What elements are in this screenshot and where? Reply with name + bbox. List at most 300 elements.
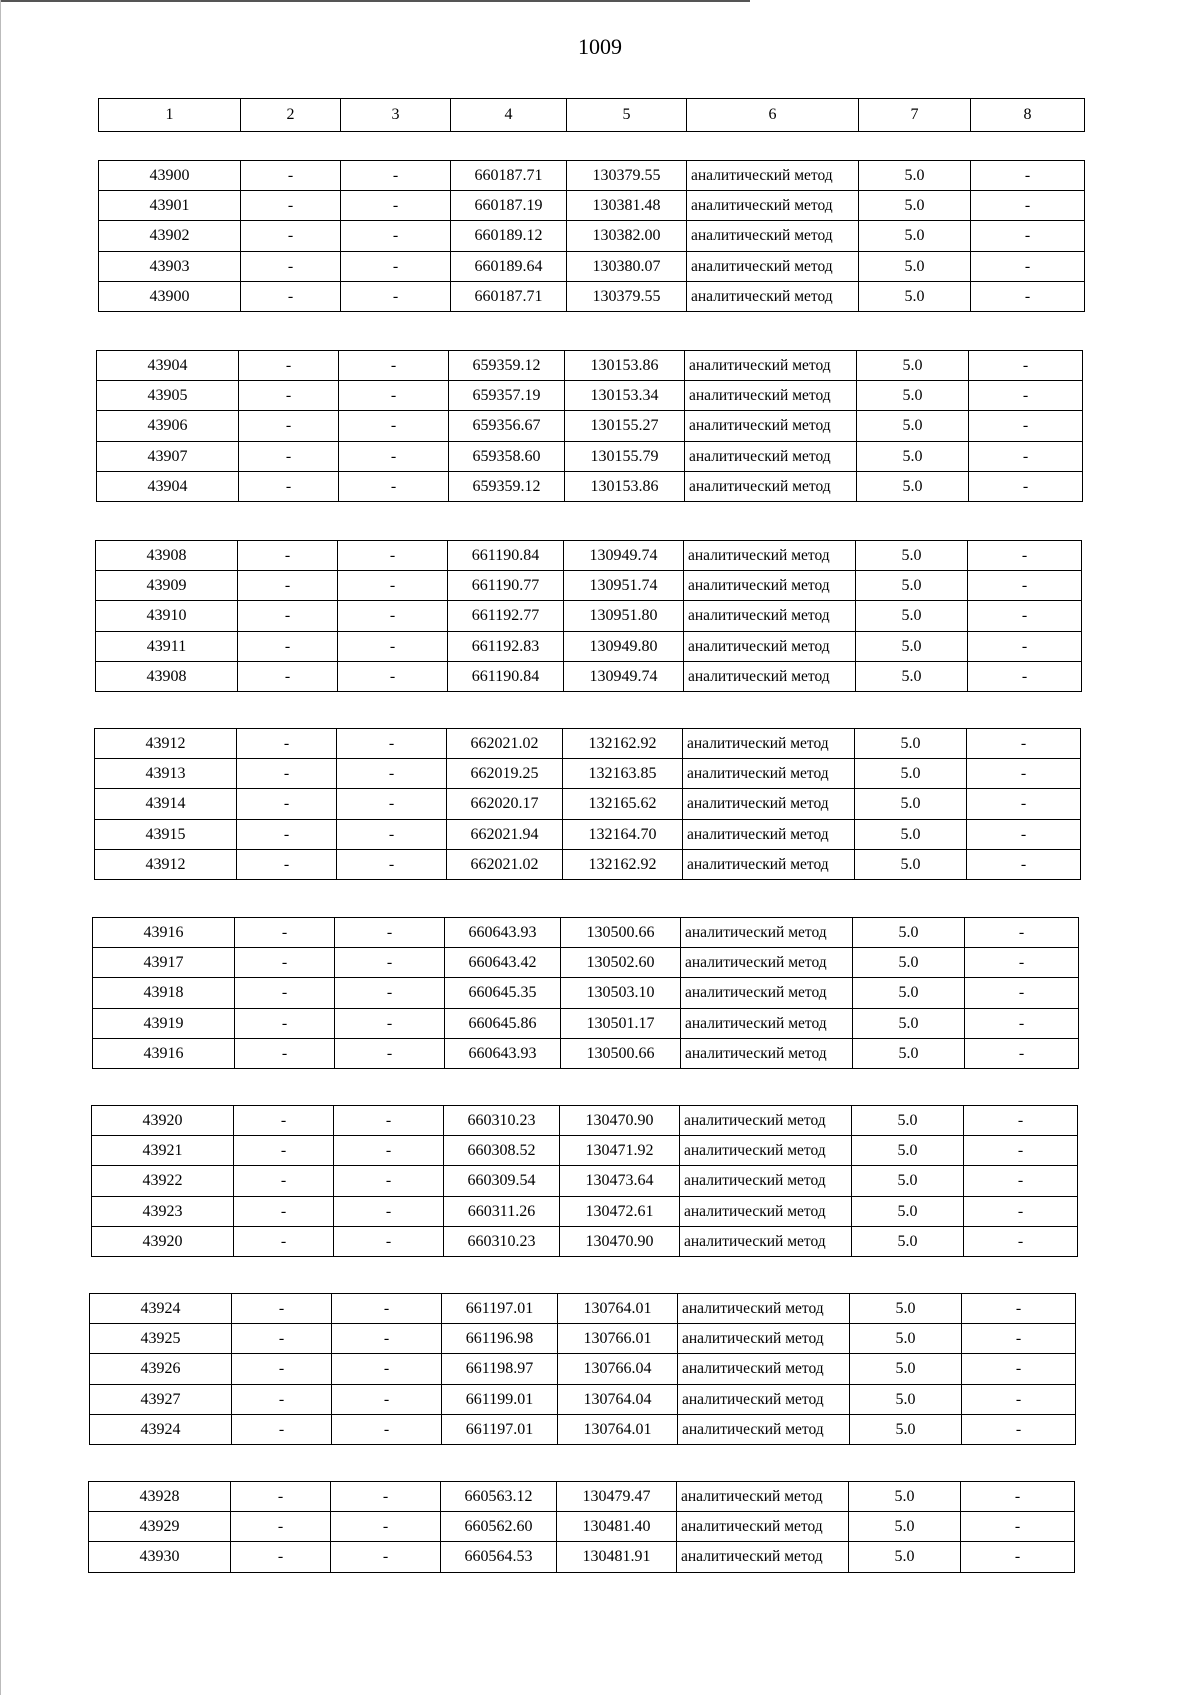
table-row — [99, 251, 1085, 281]
col-8-cell: - — [971, 281, 1085, 311]
col-3-cell: - — [335, 1038, 445, 1068]
table-row — [97, 381, 1083, 411]
method-cell: аналитический метод — [683, 729, 855, 759]
col-2-cell: - — [232, 1324, 332, 1354]
col-2-cell: - — [235, 978, 335, 1008]
col-8-cell: - — [964, 1136, 1078, 1166]
x-coordinate-cell: 661190.77 — [448, 571, 564, 601]
column-header-2: 2 — [241, 99, 341, 132]
table-row — [96, 631, 1082, 661]
method-cell: аналитический метод — [683, 789, 855, 819]
x-coordinate-cell: 660563.12 — [441, 1482, 557, 1512]
method-cell: аналитический метод — [681, 1038, 853, 1068]
col-3-cell: - — [341, 281, 451, 311]
point-number-cell: 43910 — [96, 601, 238, 631]
col-3-cell: - — [334, 1136, 444, 1166]
table-row — [90, 1294, 1076, 1324]
accuracy-cell: 5.0 — [853, 948, 965, 978]
col-8-cell: - — [968, 631, 1082, 661]
table-row — [97, 411, 1083, 441]
col-2-cell: - — [237, 849, 337, 879]
coordinate-group-table — [89, 1293, 1076, 1445]
point-number-cell: 43929 — [89, 1512, 231, 1542]
x-coordinate-cell: 662019.25 — [447, 759, 563, 789]
col-2-cell: - — [241, 161, 341, 191]
col-2-cell: - — [235, 1038, 335, 1068]
col-8-cell: - — [962, 1414, 1076, 1444]
y-coordinate-cell: 130764.01 — [558, 1294, 678, 1324]
col-3-cell: - — [334, 1106, 444, 1136]
col-2-cell: - — [231, 1542, 331, 1572]
x-coordinate-cell: 661192.83 — [448, 631, 564, 661]
y-coordinate-cell: 130155.79 — [565, 441, 685, 471]
y-coordinate-cell: 130479.47 — [557, 1482, 677, 1512]
column-header-1: 1 — [99, 99, 241, 132]
accuracy-cell: 5.0 — [857, 381, 969, 411]
col-2-cell: - — [239, 471, 339, 501]
point-number-cell: 43911 — [96, 631, 238, 661]
col-8-cell: - — [967, 789, 1081, 819]
col-8-cell: - — [962, 1294, 1076, 1324]
col-3-cell: - — [338, 571, 448, 601]
coordinate-group-table — [95, 540, 1082, 692]
x-coordinate-cell: 662021.02 — [447, 729, 563, 759]
y-coordinate-cell: 130153.34 — [565, 381, 685, 411]
x-coordinate-cell: 660189.64 — [451, 251, 567, 281]
col-2-cell: - — [235, 1008, 335, 1038]
point-number-cell: 43916 — [93, 918, 235, 948]
page-number: 1009 — [578, 34, 622, 59]
point-number-cell: 43922 — [92, 1166, 234, 1196]
point-number-cell: 43908 — [96, 661, 238, 691]
method-cell: аналитический метод — [687, 161, 859, 191]
method-cell: аналитический метод — [677, 1482, 849, 1512]
table-row — [93, 978, 1079, 1008]
column-header-row — [99, 99, 1085, 132]
point-number-cell: 43900 — [99, 281, 241, 311]
point-number-cell: 43901 — [99, 191, 241, 221]
column-header-7: 7 — [859, 99, 971, 132]
x-coordinate-cell: 659359.12 — [449, 471, 565, 501]
column-header-8: 8 — [971, 99, 1085, 132]
col-8-cell: - — [964, 1226, 1078, 1256]
col-2-cell: - — [231, 1482, 331, 1512]
x-coordinate-cell: 660645.86 — [445, 1008, 561, 1038]
accuracy-cell: 5.0 — [852, 1226, 964, 1256]
y-coordinate-cell: 130503.10 — [561, 978, 681, 1008]
col-2-cell: - — [237, 729, 337, 759]
y-coordinate-cell: 130766.04 — [558, 1354, 678, 1384]
method-cell: аналитический метод — [687, 191, 859, 221]
accuracy-cell: 5.0 — [850, 1354, 962, 1384]
point-number-cell: 43928 — [89, 1482, 231, 1512]
x-coordinate-cell: 662020.17 — [447, 789, 563, 819]
x-coordinate-cell: 660189.12 — [451, 221, 567, 251]
col-3-cell: - — [341, 251, 451, 281]
x-coordinate-cell: 661197.01 — [442, 1414, 558, 1444]
col-2-cell: - — [232, 1414, 332, 1444]
accuracy-cell: 5.0 — [849, 1512, 961, 1542]
y-coordinate-cell: 130766.01 — [558, 1324, 678, 1354]
x-coordinate-cell: 660187.71 — [451, 161, 567, 191]
table-row — [99, 191, 1085, 221]
point-number-cell: 43904 — [97, 471, 239, 501]
table-row — [99, 281, 1085, 311]
method-cell: аналитический метод — [680, 1106, 852, 1136]
point-number-cell: 43904 — [97, 351, 239, 381]
col-8-cell: - — [968, 571, 1082, 601]
col-3-cell: - — [339, 411, 449, 441]
col-2-cell: - — [239, 411, 339, 441]
col-3-cell: - — [339, 471, 449, 501]
col-8-cell: - — [962, 1324, 1076, 1354]
col-3-cell: - — [332, 1384, 442, 1414]
col-8-cell: - — [969, 351, 1083, 381]
col-2-cell: - — [241, 191, 341, 221]
method-cell: аналитический метод — [677, 1512, 849, 1542]
accuracy-cell: 5.0 — [855, 789, 967, 819]
col-8-cell: - — [961, 1542, 1075, 1572]
x-coordinate-cell: 660643.42 — [445, 948, 561, 978]
method-cell: аналитический метод — [681, 978, 853, 1008]
table-row — [89, 1512, 1075, 1542]
y-coordinate-cell: 130471.92 — [560, 1136, 680, 1166]
col-3-cell: - — [335, 918, 445, 948]
col-2-cell: - — [241, 221, 341, 251]
x-coordinate-cell: 661190.84 — [448, 541, 564, 571]
method-cell: аналитический метод — [683, 819, 855, 849]
table-row — [97, 471, 1083, 501]
col-8-cell: - — [961, 1482, 1075, 1512]
col-3-cell: - — [332, 1414, 442, 1444]
col-3-cell: - — [337, 789, 447, 819]
y-coordinate-cell: 132162.92 — [563, 849, 683, 879]
coordinate-group-table — [96, 350, 1083, 502]
table-row — [93, 1038, 1079, 1068]
col-3-cell: - — [337, 819, 447, 849]
y-coordinate-cell: 130481.40 — [557, 1512, 677, 1542]
col-2-cell: - — [239, 351, 339, 381]
point-number-cell: 43915 — [95, 819, 237, 849]
table-row — [92, 1136, 1078, 1166]
column-header-5: 5 — [567, 99, 687, 132]
accuracy-cell: 5.0 — [850, 1414, 962, 1444]
col-2-cell: - — [234, 1226, 334, 1256]
method-cell: аналитический метод — [684, 601, 856, 631]
method-cell: аналитический метод — [678, 1294, 850, 1324]
method-cell: аналитический метод — [687, 251, 859, 281]
coordinate-group-table — [94, 728, 1081, 880]
accuracy-cell: 5.0 — [849, 1542, 961, 1572]
y-coordinate-cell: 130500.66 — [561, 1038, 681, 1068]
y-coordinate-cell: 130500.66 — [561, 918, 681, 948]
y-coordinate-cell: 130481.91 — [557, 1542, 677, 1572]
x-coordinate-cell: 660308.52 — [444, 1136, 560, 1166]
table-row — [92, 1106, 1078, 1136]
col-3-cell: - — [335, 1008, 445, 1038]
y-coordinate-cell: 130153.86 — [565, 471, 685, 501]
table-row — [89, 1482, 1075, 1512]
y-coordinate-cell: 130470.90 — [560, 1106, 680, 1136]
accuracy-cell: 5.0 — [852, 1196, 964, 1226]
col-8-cell: - — [965, 948, 1079, 978]
col-8-cell: - — [971, 221, 1085, 251]
table-row — [93, 918, 1079, 948]
top-scan-edge — [0, 0, 750, 2]
col-8-cell: - — [964, 1196, 1078, 1226]
method-cell: аналитический метод — [680, 1136, 852, 1166]
col-3-cell: - — [334, 1196, 444, 1226]
accuracy-cell: 5.0 — [855, 759, 967, 789]
accuracy-cell: 5.0 — [857, 471, 969, 501]
point-number-cell: 43912 — [95, 729, 237, 759]
col-8-cell: - — [965, 978, 1079, 1008]
column-header-table — [98, 98, 1085, 132]
accuracy-cell: 5.0 — [853, 1038, 965, 1068]
y-coordinate-cell: 130764.04 — [558, 1384, 678, 1414]
method-cell: аналитический метод — [677, 1542, 849, 1572]
accuracy-cell: 5.0 — [852, 1166, 964, 1196]
col-3-cell: - — [341, 221, 451, 251]
method-cell: аналитический метод — [683, 759, 855, 789]
point-number-cell: 43927 — [90, 1384, 232, 1414]
x-coordinate-cell: 662021.02 — [447, 849, 563, 879]
point-number-cell: 43905 — [97, 381, 239, 411]
point-number-cell: 43919 — [93, 1008, 235, 1038]
table-row — [96, 601, 1082, 631]
col-8-cell: - — [962, 1384, 1076, 1414]
accuracy-cell: 5.0 — [855, 729, 967, 759]
col-3-cell: - — [331, 1542, 441, 1572]
point-number-cell: 43926 — [90, 1354, 232, 1384]
col-2-cell: - — [232, 1384, 332, 1414]
col-3-cell: - — [332, 1294, 442, 1324]
point-number-cell: 43908 — [96, 541, 238, 571]
col-3-cell: - — [338, 601, 448, 631]
method-cell: аналитический метод — [684, 631, 856, 661]
table-row — [90, 1324, 1076, 1354]
table-row — [95, 759, 1081, 789]
accuracy-cell: 5.0 — [856, 601, 968, 631]
y-coordinate-cell: 130951.80 — [564, 601, 684, 631]
table-row — [96, 571, 1082, 601]
point-number-cell: 43924 — [90, 1414, 232, 1444]
col-3-cell: - — [338, 661, 448, 691]
table-row — [90, 1414, 1076, 1444]
point-number-cell: 43920 — [92, 1226, 234, 1256]
col-8-cell: - — [969, 411, 1083, 441]
table-row — [90, 1354, 1076, 1384]
col-8-cell: - — [961, 1512, 1075, 1542]
point-number-cell: 43912 — [95, 849, 237, 879]
coordinate-group-table — [91, 1105, 1078, 1257]
col-8-cell: - — [969, 441, 1083, 471]
col-2-cell: - — [235, 918, 335, 948]
accuracy-cell: 5.0 — [856, 661, 968, 691]
accuracy-cell: 5.0 — [859, 191, 971, 221]
table-row — [96, 541, 1082, 571]
col-3-cell: - — [337, 759, 447, 789]
x-coordinate-cell: 660187.71 — [451, 281, 567, 311]
col-2-cell: - — [241, 281, 341, 311]
col-3-cell: - — [334, 1226, 444, 1256]
method-cell: аналитический метод — [684, 541, 856, 571]
accuracy-cell: 5.0 — [850, 1384, 962, 1414]
col-2-cell: - — [237, 759, 337, 789]
left-scan-edge — [0, 0, 1, 1695]
y-coordinate-cell: 130155.27 — [565, 411, 685, 441]
col-3-cell: - — [338, 631, 448, 661]
point-number-cell: 43900 — [99, 161, 241, 191]
col-2-cell: - — [234, 1106, 334, 1136]
col-8-cell: - — [971, 191, 1085, 221]
table-row — [97, 441, 1083, 471]
accuracy-cell: 5.0 — [857, 441, 969, 471]
x-coordinate-cell: 660643.93 — [445, 918, 561, 948]
col-8-cell: - — [969, 471, 1083, 501]
accuracy-cell: 5.0 — [853, 1008, 965, 1038]
x-coordinate-cell: 660187.19 — [451, 191, 567, 221]
method-cell: аналитический метод — [685, 411, 857, 441]
y-coordinate-cell: 130379.55 — [567, 281, 687, 311]
table-row — [95, 789, 1081, 819]
col-3-cell: - — [338, 541, 448, 571]
y-coordinate-cell: 130764.01 — [558, 1414, 678, 1444]
table-row — [93, 948, 1079, 978]
method-cell: аналитический метод — [685, 441, 857, 471]
col-2-cell: - — [237, 789, 337, 819]
col-2-cell: - — [237, 819, 337, 849]
x-coordinate-cell: 661198.97 — [442, 1354, 558, 1384]
table-row — [95, 849, 1081, 879]
method-cell: аналитический метод — [680, 1226, 852, 1256]
col-3-cell: - — [341, 161, 451, 191]
table-row — [92, 1196, 1078, 1226]
point-number-cell: 43924 — [90, 1294, 232, 1324]
col-2-cell: - — [234, 1166, 334, 1196]
accuracy-cell: 5.0 — [850, 1294, 962, 1324]
y-coordinate-cell: 132165.62 — [563, 789, 683, 819]
x-coordinate-cell: 661192.77 — [448, 601, 564, 631]
col-8-cell: - — [964, 1106, 1078, 1136]
point-number-cell: 43925 — [90, 1324, 232, 1354]
col-3-cell: - — [339, 441, 449, 471]
method-cell: аналитический метод — [680, 1166, 852, 1196]
col-8-cell: - — [965, 1008, 1079, 1038]
accuracy-cell: 5.0 — [859, 281, 971, 311]
table-row — [92, 1226, 1078, 1256]
col-2-cell: - — [238, 541, 338, 571]
coordinate-group-table — [88, 1481, 1075, 1573]
table-row — [89, 1542, 1075, 1572]
col-8-cell: - — [969, 381, 1083, 411]
column-header-6: 6 — [687, 99, 859, 132]
y-coordinate-cell: 130949.74 — [564, 661, 684, 691]
accuracy-cell: 5.0 — [859, 161, 971, 191]
col-3-cell: - — [332, 1354, 442, 1384]
method-cell: аналитический метод — [681, 948, 853, 978]
col-3-cell: - — [341, 191, 451, 221]
col-8-cell: - — [965, 1038, 1079, 1068]
point-number-cell: 43917 — [93, 948, 235, 978]
point-number-cell: 43903 — [99, 251, 241, 281]
accuracy-cell: 5.0 — [859, 221, 971, 251]
x-coordinate-cell: 659356.67 — [449, 411, 565, 441]
col-3-cell: - — [331, 1512, 441, 1542]
x-coordinate-cell: 660310.23 — [444, 1226, 560, 1256]
x-coordinate-cell: 660564.53 — [441, 1542, 557, 1572]
point-number-cell: 43918 — [93, 978, 235, 1008]
method-cell: аналитический метод — [687, 281, 859, 311]
x-coordinate-cell: 660310.23 — [444, 1106, 560, 1136]
point-number-cell: 43923 — [92, 1196, 234, 1226]
table-row — [99, 161, 1085, 191]
method-cell: аналитический метод — [678, 1384, 850, 1414]
method-cell: аналитический метод — [685, 351, 857, 381]
x-coordinate-cell: 662021.94 — [447, 819, 563, 849]
col-3-cell: - — [331, 1482, 441, 1512]
method-cell: аналитический метод — [681, 918, 853, 948]
col-3-cell: - — [335, 978, 445, 1008]
col-8-cell: - — [964, 1166, 1078, 1196]
col-2-cell: - — [241, 251, 341, 281]
y-coordinate-cell: 130381.48 — [567, 191, 687, 221]
y-coordinate-cell: 130949.80 — [564, 631, 684, 661]
y-coordinate-cell: 130380.07 — [567, 251, 687, 281]
x-coordinate-cell: 661197.01 — [442, 1294, 558, 1324]
col-2-cell: - — [232, 1294, 332, 1324]
col-8-cell: - — [968, 541, 1082, 571]
x-coordinate-cell: 659357.19 — [449, 381, 565, 411]
col-8-cell: - — [967, 729, 1081, 759]
col-2-cell: - — [239, 441, 339, 471]
col-3-cell: - — [332, 1324, 442, 1354]
col-8-cell: - — [965, 918, 1079, 948]
y-coordinate-cell: 132162.92 — [563, 729, 683, 759]
y-coordinate-cell: 130502.60 — [561, 948, 681, 978]
accuracy-cell: 5.0 — [856, 631, 968, 661]
point-number-cell: 43906 — [97, 411, 239, 441]
point-number-cell: 43902 — [99, 221, 241, 251]
x-coordinate-cell: 659359.12 — [449, 351, 565, 381]
accuracy-cell: 5.0 — [857, 411, 969, 441]
table-row — [95, 819, 1081, 849]
table-row — [97, 351, 1083, 381]
col-2-cell: - — [235, 948, 335, 978]
table-row — [96, 661, 1082, 691]
y-coordinate-cell: 130153.86 — [565, 351, 685, 381]
accuracy-cell: 5.0 — [853, 978, 965, 1008]
accuracy-cell: 5.0 — [850, 1324, 962, 1354]
point-number-cell: 43921 — [92, 1136, 234, 1166]
point-number-cell: 43920 — [92, 1106, 234, 1136]
accuracy-cell: 5.0 — [859, 251, 971, 281]
col-2-cell: - — [231, 1512, 331, 1542]
column-header-3: 3 — [341, 99, 451, 132]
accuracy-cell: 5.0 — [856, 541, 968, 571]
col-2-cell: - — [238, 631, 338, 661]
accuracy-cell: 5.0 — [852, 1136, 964, 1166]
col-8-cell: - — [968, 661, 1082, 691]
col-2-cell: - — [232, 1354, 332, 1384]
col-3-cell: - — [334, 1166, 444, 1196]
accuracy-cell: 5.0 — [857, 351, 969, 381]
col-3-cell: - — [335, 948, 445, 978]
method-cell: аналитический метод — [678, 1324, 850, 1354]
method-cell: аналитический метод — [681, 1008, 853, 1038]
col-8-cell: - — [967, 849, 1081, 879]
col-2-cell: - — [234, 1136, 334, 1166]
